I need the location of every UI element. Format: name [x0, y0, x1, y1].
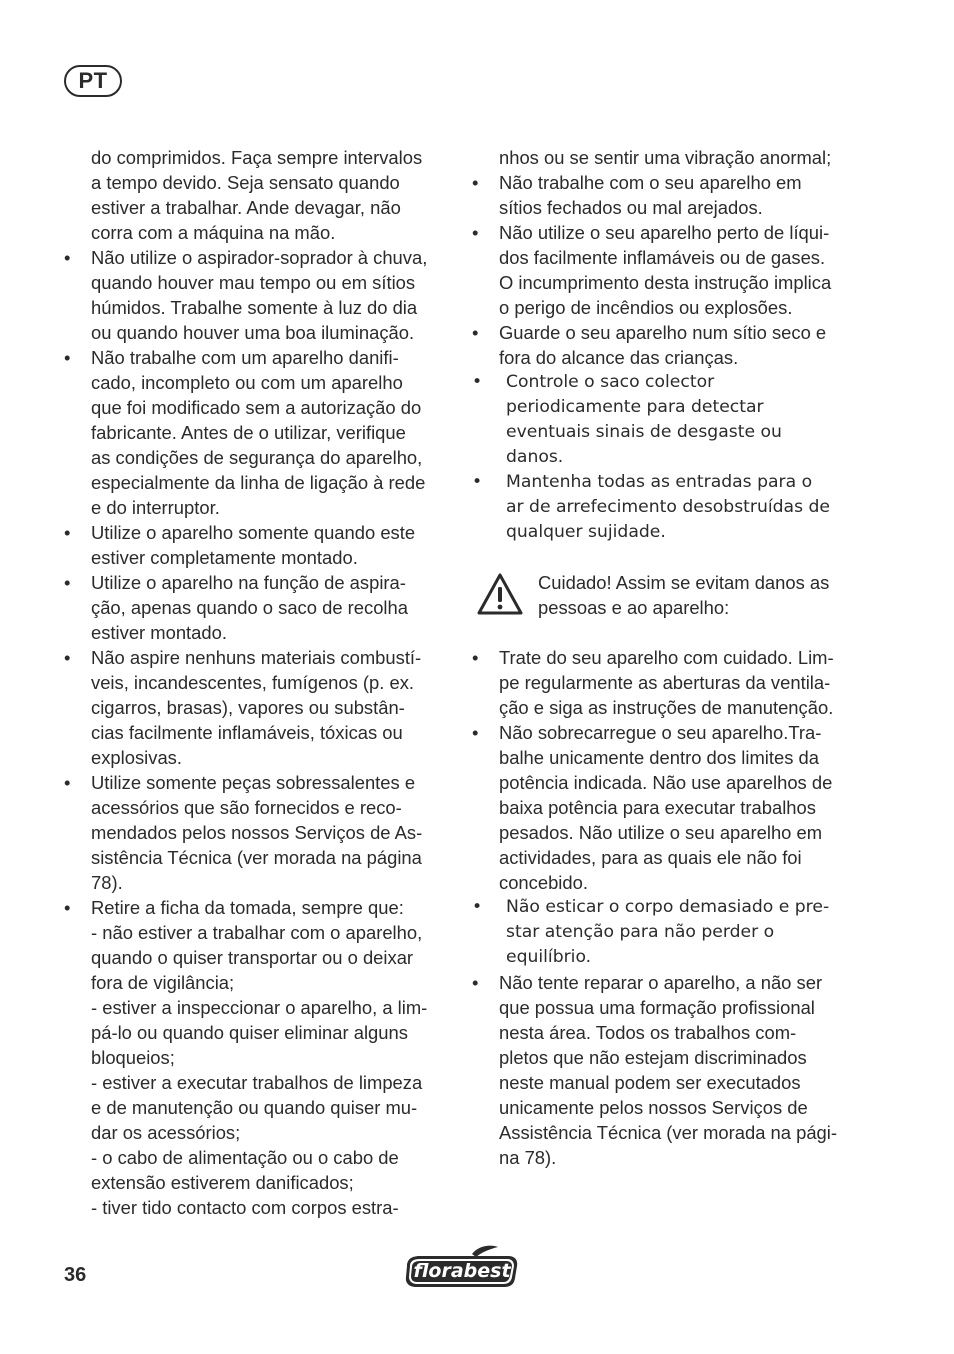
- text-line: qualquer sujidade.: [506, 522, 666, 542]
- text-line: a tempo devido. Seja sensato quando: [91, 172, 400, 193]
- text-line: explosivas.: [91, 747, 182, 768]
- text-line: que foi modificado sem a autorização do: [91, 397, 422, 418]
- text-line: - estiver a executar trabalhos de limpeza: [91, 1072, 423, 1093]
- text-line: pletos que não estejam discriminados: [499, 1047, 807, 1068]
- florabest-logo: [404, 1244, 520, 1290]
- bullet-item-start: • Não tente reparar o aparelho, a não ser: [472, 970, 864, 995]
- bullet-item-start: • Utilize o aparelho na função de aspira-: [64, 570, 449, 595]
- bullet-item-start: • Controle o saco colector: [472, 370, 864, 395]
- text-line: eventuais sinais de desgaste ou: [506, 422, 782, 442]
- text-line: e do interruptor.: [91, 497, 220, 518]
- page-number: 36: [64, 1264, 87, 1286]
- text-line: unicamente pelos nossos Serviços de: [499, 1097, 808, 1118]
- text-line: sistência Técnica (ver morada na página: [91, 847, 422, 868]
- language-code: PT: [78, 68, 108, 93]
- text-line: húmidos. Trabalhe somente à luz do dia: [91, 297, 418, 318]
- text-line: estiver montado.: [91, 622, 227, 643]
- bullet-item-start: • Não aspire nenhuns materiais combustí-: [64, 645, 449, 670]
- right-column-bottom-list: [472, 645, 864, 1170]
- text-line: 78).: [91, 872, 123, 893]
- text-line: danos.: [506, 447, 564, 467]
- text-line: actividades, para as quais ele não foi: [499, 847, 802, 868]
- text-line: quando houver mau tempo ou em sítios: [91, 272, 416, 293]
- right-column-top-list: [472, 145, 864, 545]
- text-line: quando o quiser transportar ou o deixar: [91, 947, 414, 968]
- text-line: pesados. Não utilize o seu aparelho em: [499, 822, 823, 843]
- text-line: Assistência Técnica (ver morada na pági-: [499, 1122, 837, 1143]
- text-line: mendados pelos nossos Serviços de As-: [91, 822, 423, 843]
- text-line: equilíbrio.: [506, 947, 592, 967]
- text-line: baixa potência para executar trabalhos: [499, 797, 816, 818]
- text-line: pe regularmente as aberturas da ventila-: [499, 672, 831, 693]
- bullet-item-start: • Retire a ficha da tomada, sempre que:: [64, 895, 449, 920]
- text-line: ar de arrefecimento desobstruídas de: [506, 497, 830, 517]
- text-line: fora do alcance das crianças.: [499, 347, 739, 368]
- text-line: dar os acessórios;: [91, 1122, 241, 1143]
- bullet-item-start: • Não utilize o seu aparelho perto de líqui-: [472, 220, 864, 245]
- bullet-item-start: • Não esticar o corpo demasiado e pre-: [472, 895, 864, 920]
- text-line: as condições de segurança do aparelho,: [91, 447, 423, 468]
- text-line: estiver completamente montado.: [91, 547, 358, 568]
- text-line: ção, apenas quando o saco de recolha: [91, 597, 408, 618]
- text-line: extensão estiverem danificados;: [91, 1172, 354, 1193]
- text-line: - estiver a inspeccionar o aparelho, a lim-: [91, 997, 428, 1018]
- text-line: ou quando houver uma boa iluminação.: [91, 322, 415, 343]
- bullet-item-start: • Não trabalhe com um aparelho danifi-: [64, 345, 449, 370]
- text-line: nhos ou se sentir uma vibração anormal;: [499, 147, 832, 168]
- right-column: [472, 145, 864, 1170]
- caution-text-line: Cuidado! Assim se evitam danos as: [538, 572, 830, 593]
- bullet-item-start: • Utilize somente peças sobressalentes e: [64, 770, 449, 795]
- warning-triangle-icon: [476, 572, 524, 616]
- bullet-item-start: • Não utilize o aspirador-soprador à chuva,: [64, 245, 449, 270]
- text-line: cado, incompleto ou com um aparelho: [91, 372, 403, 393]
- text-line: dos facilmente inflamáveis ou de gases.: [499, 247, 826, 268]
- text-line: potência indicada. Não use aparelhos de: [499, 772, 833, 793]
- text-line: nesta área. Todos os trabalhos com-: [499, 1022, 797, 1043]
- bullet-item-start: • Não trabalhe com o seu aparelho em: [472, 170, 864, 195]
- text-line: e de manutenção ou quando quiser mu-: [91, 1097, 418, 1118]
- bullet-item-start: • Trate do seu aparelho com cuidado. Lim-: [472, 645, 864, 670]
- text-line: neste manual podem ser executados: [499, 1072, 801, 1093]
- spacer: [472, 620, 864, 645]
- text-line: balhe unicamente dentro dos limites da: [499, 747, 819, 768]
- text-line: acessórios que são fornecidos e reco-: [91, 797, 402, 818]
- caution-notice: [472, 570, 864, 620]
- bullet-item-start: • Guarde o seu aparelho num sítio seco e: [472, 320, 864, 345]
- text-line: star atenção para não perder o: [506, 922, 775, 942]
- text-line: veis, incandescentes, fumígenos (p. ex.: [91, 672, 415, 693]
- text-line: - o cabo de alimentação ou o cabo de: [91, 1147, 399, 1168]
- text-line: periodicamente para detectar: [506, 397, 764, 417]
- text-line: bloqueios;: [91, 1047, 175, 1068]
- text-line: cigarros, brasas), vapores ou substân-: [91, 697, 405, 718]
- spacer: [472, 545, 864, 570]
- text-line: ção e siga as instruções de manutenção.: [499, 697, 834, 718]
- text-line: O incumprimento desta instrução implica: [499, 272, 832, 293]
- text-line: estiver a trabalhar. Ande devagar, não: [91, 197, 401, 218]
- text-line: especialmente da linha de ligação à rede: [91, 472, 426, 493]
- text-line: - tiver tido contacto com corpos estra-: [91, 1197, 399, 1218]
- text-line: pá-lo ou quando quiser eliminar alguns: [91, 1022, 408, 1043]
- text-line: na 78).: [499, 1147, 557, 1168]
- language-badge: [64, 65, 122, 97]
- logo-wordmark: florabest: [413, 1260, 511, 1282]
- bullet-item-start: • Utilize o aparelho somente quando este: [64, 520, 449, 545]
- bullet-item-start: • Não sobrecarregue o seu aparelho.Tra-: [472, 720, 864, 745]
- text-line: - não estiver a trabalhar com o aparelho,: [91, 922, 423, 943]
- text-line: fora de vigilância;: [91, 972, 235, 993]
- text-line: concebido.: [499, 872, 588, 893]
- bullet-item-start: • Mantenha todas as entradas para o: [472, 470, 864, 495]
- text-line: corra com a máquina na mão.: [91, 222, 336, 243]
- text-line: sítios fechados ou mal arejados.: [499, 197, 763, 218]
- text-line: cias facilmente inflamáveis, tóxicas ou: [91, 722, 403, 743]
- text-line: do comprimidos. Faça sempre intervalos: [91, 147, 423, 168]
- caution-text-line: pessoas e ao aparelho:: [538, 597, 730, 618]
- text-line: o perigo de incêndios ou explosões.: [499, 297, 793, 318]
- left-column: [64, 145, 449, 1220]
- text-line: que possua uma formação profissional: [499, 997, 815, 1018]
- text-line: fabricante. Antes de o utilizar, verifique: [91, 422, 406, 443]
